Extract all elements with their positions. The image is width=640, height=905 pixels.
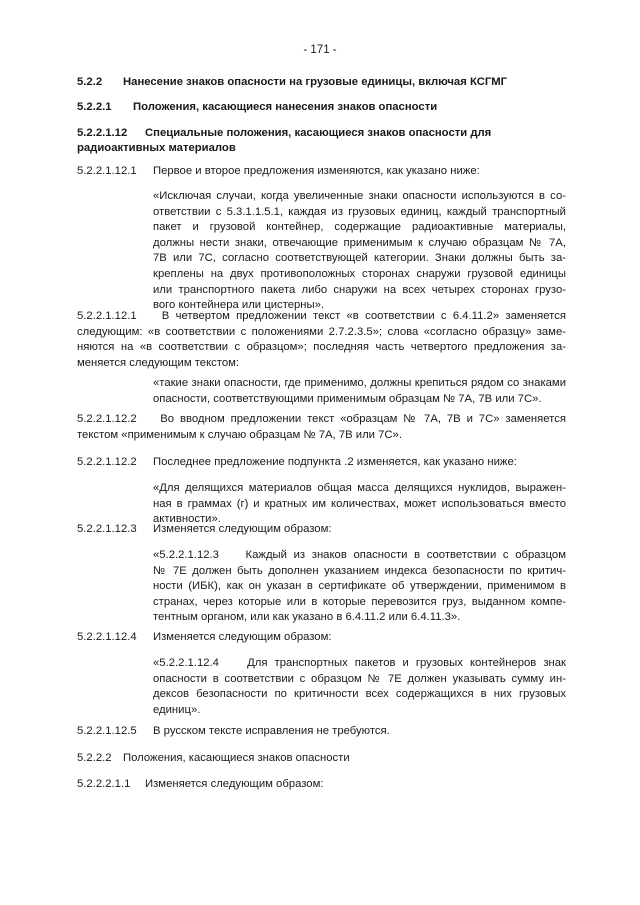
quoted-amendment-1	[153, 189, 566, 314]
quote-line: ности (ИБК), как он указан в сертификате об утверждении, применимом в	[153, 580, 566, 593]
paragraph-block	[77, 309, 566, 371]
quote-line: пакет и грузовой контейнер, содержащие радиоактивные материалы,	[153, 221, 566, 234]
paragraph-number: 5.2.2.2.1.1	[77, 778, 131, 790]
paragraph-number: 5.2.2.1.12.3	[77, 523, 137, 535]
subheading-title: Положения, касающиеся нанесения знаков опасности	[133, 101, 438, 113]
quoted-amendment-3	[153, 481, 566, 528]
quote-line: креплены на двух противоположных сторонах снаружи грузовой единицы	[153, 267, 566, 280]
paragraph-text: Положения, касающиеся знаков опасности	[123, 752, 350, 764]
quote-line: единиц».	[153, 703, 201, 716]
heading-title: Нанесение знаков опасности на грузовые единицы, включая КСГМГ	[123, 76, 508, 88]
subheading-number: 5.2.2.1	[77, 101, 112, 113]
quote-line: или транспортного пакета либо снаружи на всех четырех сторонах грузо-	[153, 283, 566, 296]
quote-line: активности».	[153, 513, 221, 526]
quote-line: ная в граммах (г) и кратных им количествах, может использоваться вместо	[153, 497, 566, 510]
heading-number: 5.2.2	[77, 76, 103, 88]
paragraph-line: 5.2.2.1.12.2 Во вводном предложении текст «образцам № 7А, 7В и 7С» заменяется	[77, 413, 566, 425]
paragraph-line: текстом «применимым к случаю образцам № 7А, 7В или 7С».	[77, 428, 402, 441]
section-heading-number: 5.2.2.1.12	[77, 127, 128, 139]
paragraph-number: 5.2.2.1.12.2	[77, 456, 137, 468]
quote-line: «5.2.2.1.12.4 Для транспортных пакетов и грузовых контейнеров знак	[153, 657, 566, 669]
paragraph-line: следующим: «в соответствии с положениями 2.7.2.3.5»; слова «согласно образцу» заме-	[77, 325, 566, 338]
section-heading-title-line1: Специальные положения, касающиеся знаков опасности для	[145, 127, 492, 139]
quote-line: дексов безопасности по критичности всех содержащихся в них грузовых	[153, 688, 566, 701]
paragraph-line: 5.2.2.1.12.1 В четвертом предложении текст «в соответствии с 6.4.11.2» заменяется	[77, 310, 566, 322]
paragraph-number: 5.2.2.1.12.1	[77, 165, 137, 177]
section-heading-title-line2: радиоактивных материалов	[77, 142, 236, 154]
paragraph-text: Изменяется следующим образом:	[153, 523, 332, 535]
paragraph-text: В русском тексте исправления не требуются.	[153, 725, 390, 737]
page-number: - 171 -	[303, 44, 337, 56]
quote-line: «5.2.2.1.12.3 Каждый из знаков опасности в соответствии с образцом	[153, 549, 566, 561]
quote-line: № 7Е должен быть дополнен указанием индекса безопасности по критич-	[153, 564, 566, 577]
paragraph-text: Изменяется следующим образом:	[153, 631, 332, 643]
quote-line: опасности в соответствии с образцом № 7Е должен указывать сумму ин-	[153, 672, 566, 685]
quoted-amendment-2	[153, 376, 566, 407]
paragraph-text: Первое и второе предложения изменяются, как указано ниже:	[153, 165, 480, 177]
quote-line: «такие знаки опасности, где применимо, должны крепиться рядом со знаками	[153, 377, 566, 389]
paragraph-text: Последнее предложение подпункта .2 изменяется, как указано ниже:	[153, 456, 517, 468]
quoted-amendment-4	[153, 548, 566, 626]
quote-line: тентным органом, или как указано в 6.4.11.2 или 6.4.11.3».	[153, 611, 461, 624]
quote-line: «Для делящихся материалов общая масса делящихся нуклидов, выражен-	[153, 482, 566, 494]
quote-line: «Исключая случаи, когда увеличенные знаки опасности используются в со-	[153, 190, 566, 202]
quote-line: 7В или 7С, согласно соответствующей категории. Знаки должны быть за-	[153, 252, 566, 265]
quote-line: должны нести знаки, отвечающие применимым к случаю образцам № 7А,	[153, 236, 566, 249]
quote-line: вого контейнера или цистерны».	[153, 299, 325, 312]
quote-line: опасности, соответствующими применимым образцам № 7А, 7В или 7С».	[153, 392, 542, 405]
quote-line: странах, через которые или в которые перевозится груз, выданном компе-	[153, 595, 566, 608]
paragraph-block	[77, 412, 566, 443]
paragraph-line: меняется следующим текстом:	[77, 356, 240, 369]
paragraph-number: 5.2.2.1.12.5	[77, 725, 137, 737]
paragraph-text: Изменяется следующим образом:	[145, 778, 324, 790]
paragraph-number: 5.2.2.1.12.4	[77, 631, 137, 643]
quote-line: ответствии с 5.3.1.1.5.1, каждая из грузовых единиц, каждый транспортный	[153, 205, 566, 218]
paragraph-line: няются на «в соответствии с образцом»; последняя часть четвертого предложения за-	[77, 341, 566, 354]
paragraph-number: 5.2.2.2	[77, 752, 112, 764]
quoted-amendment-5	[153, 656, 566, 718]
